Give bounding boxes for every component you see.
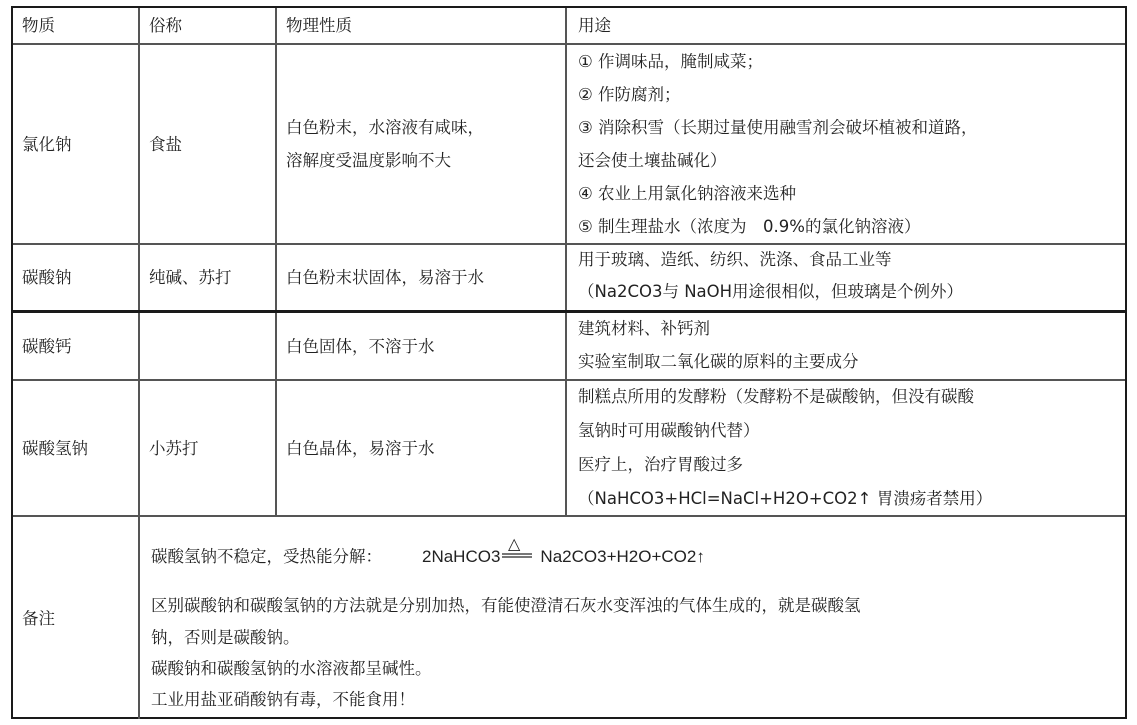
header-label: 物质 (22, 16, 55, 35)
equals-sign (502, 553, 532, 558)
use-line: ① 作调味品，腌制咸菜； (578, 52, 764, 71)
header-label: 物理性质 (286, 16, 352, 35)
property-line: 白色粉末状固体，易溶于水 (286, 268, 484, 287)
use-line: 制糕点所用的发酵粉（发酵粉不是碳酸钠，但没有碳酸 (578, 387, 974, 406)
header-properties (277, 8, 565, 43)
property-line: 白色晶体，易溶于水 (286, 438, 435, 458)
heat-condition-icon: △ (508, 536, 521, 553)
substance-name: 碳酸氢钠 (22, 438, 88, 458)
row-nacl-uses (567, 45, 1125, 243)
note-line: 钠，否则是碳酸钠。 (151, 628, 300, 647)
use-line: ② 作防腐剂； (578, 85, 681, 104)
row-nahco3-common-name (140, 381, 275, 515)
header-label: 用途 (578, 16, 611, 35)
row-nahco3-substance (13, 381, 138, 515)
row-na2co3-common-name (140, 245, 275, 310)
header-uses (567, 8, 1125, 43)
substance-table (11, 6, 1127, 719)
notes-content (140, 517, 1125, 719)
row-caco3-common-name (140, 313, 275, 379)
row-na2co3-substance (13, 245, 138, 310)
common-name: 小苏打 (149, 438, 199, 458)
row-nahco3-properties (277, 381, 565, 515)
substance-name: 碳酸钠 (22, 268, 72, 287)
notes-label: 备注 (22, 608, 55, 628)
substance-name: 碳酸钙 (22, 336, 72, 356)
use-line: 用于玻璃、造纸、纺织、洗涤、食品工业等 (578, 250, 892, 269)
use-line: ④ 农业上用氯化钠溶液来选种 (578, 184, 797, 203)
row-caco3-substance (13, 313, 138, 379)
header-substance (13, 8, 138, 43)
row-nacl-substance (13, 45, 138, 243)
row-nahco3-uses (567, 380, 1125, 515)
use-line: 氢钠时可用碳酸钠代替） (578, 421, 760, 440)
equation-reactants: 2NaHCO3 (422, 547, 501, 566)
decomposition-line (151, 537, 1125, 577)
property-line: 白色固体，不溶于水 (286, 336, 435, 356)
use-line: ③ 消除积雪（长期过量使用融雪剂会破坏植被和道路， (578, 118, 978, 137)
row-caco3-uses (567, 312, 1125, 379)
use-line: （Na2CO3与 NaOH用途很相似，但玻璃是个例外） (578, 282, 964, 301)
header-common-name (140, 8, 275, 43)
common-name: 食盐 (149, 134, 182, 154)
decomposition-equation (422, 537, 705, 577)
substance-name: 氯化钠 (22, 134, 72, 154)
row-caco3-properties (277, 313, 565, 379)
property-line: 白色粉末，水溶液有咸味， (286, 118, 484, 137)
notes-label-cell (13, 517, 138, 719)
use-line: 医疗上，治疗胃酸过多 (578, 455, 743, 474)
note-line: 工业用盐亚硝酸钠有毒，不能食用！ (151, 690, 415, 709)
use-line: 还会使土壤盐碱化） (578, 151, 727, 170)
use-line: 实验室制取二氧化碳的原料的主要成分 (578, 352, 859, 371)
use-line: ⑤ 制生理盐水（浓度为 0.9%的氯化钠溶液） (578, 217, 921, 236)
header-label: 俗称 (149, 16, 182, 35)
row-na2co3-properties (277, 245, 565, 310)
note-line: 碳酸钠和碳酸氢钠的水溶液都呈碱性。 (151, 659, 432, 678)
row-nacl-properties (277, 45, 565, 243)
property-line: 溶解度受温度影响不大 (286, 151, 451, 170)
equation-products: Na2CO3+H2O+CO2↑ (540, 547, 705, 566)
row-na2co3-uses (567, 244, 1125, 310)
decomposition-intro: 碳酸氢钠不稳定，受热能分解： (151, 547, 382, 566)
use-line: 建筑材料、补钙剂 (578, 319, 710, 338)
note-line: 区别碳酸钠和碳酸氢钠的方法就是分别加热，有能使澄清石灰水变浑浊的气体生成的，就是碳酸氢 (151, 596, 861, 615)
use-line: （NaHCO3+HCl=NaCl+H2O+CO2↑ 胃溃疡者禁用） (578, 489, 993, 508)
common-name: 纯碱、苏打 (149, 268, 232, 287)
row-nacl-common-name (140, 45, 275, 243)
